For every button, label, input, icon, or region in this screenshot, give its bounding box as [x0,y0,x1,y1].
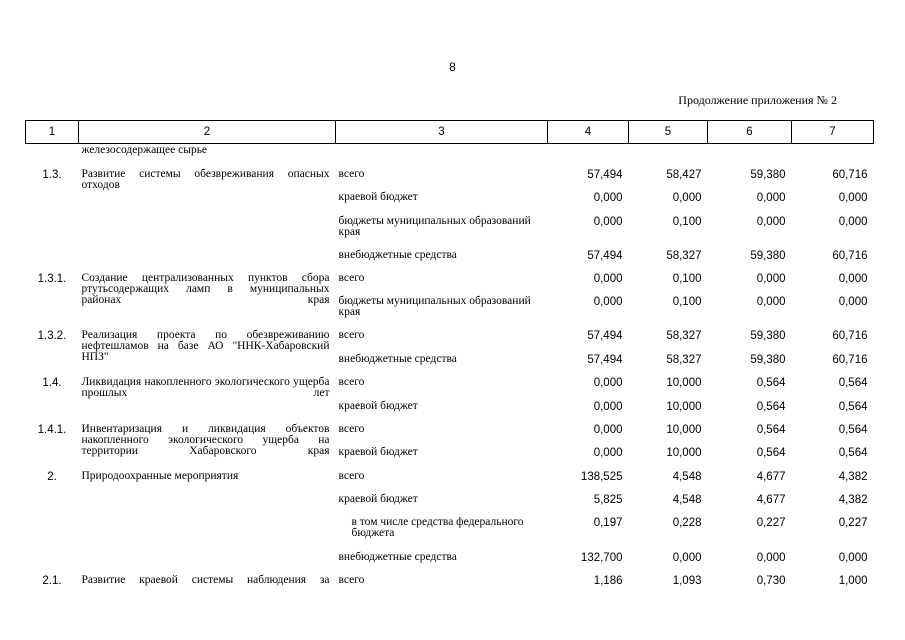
row-name: Создание централизованных пунктов сбора ртутьсодержащих ламп в муниципальных районах края [81,271,330,306]
value-col-7: 4,382 [838,470,868,483]
row-code: 2. [47,470,57,483]
value-col-7: 4,382 [838,493,868,506]
value-col-5: 58,327 [666,353,702,366]
value-col-6: 0,000 [756,295,786,308]
table-row [26,424,874,447]
funding-source: всего [338,422,365,435]
value-col-6: 0,000 [756,551,786,564]
funding-source: бюджеты муниципальных образований края [338,214,531,238]
value-col-7: 0,000 [838,191,868,204]
value-col-4: 0,000 [593,215,623,228]
funding-source: всего [338,375,365,388]
table-row [26,575,874,595]
budget-table [25,120,874,595]
value-col-6: 59,380 [750,249,786,262]
value-col-7: 60,716 [832,168,868,181]
value-col-6: 0,564 [756,376,786,389]
value-col-5: 0,228 [672,516,702,529]
funding-source: всего [338,573,365,586]
value-col-5: 0,100 [672,215,702,228]
value-col-4: 1,186 [593,574,623,587]
row-code: 1.3. [42,168,62,181]
value-col-5: 58,427 [666,168,702,181]
value-col-5: 10,000 [666,376,702,389]
row-name: Развитие краевой системы наблюдения за [81,573,330,586]
funding-source: внебюджетные средства [338,352,457,365]
value-col-7: 60,716 [832,329,868,342]
value-col-4: 0,000 [593,295,623,308]
value-col-6: 0,564 [756,423,786,436]
header-col-3: 3 [336,121,548,144]
value-col-5: 58,327 [666,329,702,342]
row-name: Инвентаризация и ликвидация объектов накопленного экологического ущерба на территории Хабаровского края [81,422,330,457]
row-code: 1.3.2. [37,329,67,342]
row-name: Реализация проекта по обезвреживанию нефтешламов на базе АО "ННК-Хабаровский НПЗ" [81,328,330,363]
header-col-5: 5 [629,121,708,144]
value-col-4: 57,494 [587,329,623,342]
funding-source: краевой бюджет [338,399,418,412]
value-col-6: 0,730 [756,574,786,587]
value-col-5: 1,093 [672,574,702,587]
table-row [26,144,874,162]
row-code: 1.3.1. [37,272,67,285]
value-col-7: 1,000 [838,574,868,587]
value-col-7: 0,000 [838,215,868,228]
funding-source: всего [338,271,365,284]
value-col-5: 0,100 [672,295,702,308]
row-name: Природоохранные мероприятия [81,469,239,482]
value-col-4: 0,000 [593,376,623,389]
value-col-6: 4,677 [756,493,786,506]
value-col-4: 5,825 [593,493,623,506]
value-col-5: 0,100 [672,272,702,285]
value-col-6: 0,000 [756,215,786,228]
value-col-7: 0,564 [838,446,868,459]
value-col-7: 0,564 [838,423,868,436]
value-col-5: 10,000 [666,446,702,459]
table-row [26,273,874,296]
value-col-6: 0,000 [756,272,786,285]
funding-source: краевой бюджет [338,445,418,458]
value-col-6: 59,380 [750,353,786,366]
header-col-6: 6 [708,121,792,144]
funding-source: в том числе средства федерального бюджета [351,515,524,539]
header-col-4: 4 [548,121,629,144]
table-row [26,169,874,192]
table-row [26,471,874,494]
value-col-6: 0,000 [756,191,786,204]
value-col-4: 0,000 [593,272,623,285]
carryover-text: железосодержащее сырье [81,144,208,156]
value-col-7: 0,564 [838,400,868,413]
row-name: Ликвидация накопленного экологического ущерба прошлых лет [81,375,330,399]
value-col-7: 60,716 [832,353,868,366]
value-col-5: 0,000 [672,191,702,204]
value-col-6: 0,564 [756,446,786,459]
value-col-4: 132,700 [580,551,623,564]
value-col-4: 0,000 [593,400,623,413]
funding-source: внебюджетные средства [338,550,457,563]
value-col-4: 57,494 [587,168,623,181]
value-col-7: 60,716 [832,249,868,262]
funding-source: всего [338,469,365,482]
row-code: 2.1. [42,574,62,587]
value-col-6: 0,227 [756,516,786,529]
header-col-1: 1 [26,121,79,144]
page-number: 8 [449,60,456,74]
value-col-7: 0,227 [838,516,868,529]
value-col-4: 0,000 [593,423,623,436]
value-col-5: 10,000 [666,400,702,413]
value-col-5: 10,000 [666,423,702,436]
value-col-4: 0,197 [593,516,623,529]
funding-source: краевой бюджет [338,492,418,505]
value-col-5: 4,548 [672,470,702,483]
value-col-6: 59,380 [750,329,786,342]
value-col-4: 0,000 [593,446,623,459]
value-col-4: 57,494 [587,353,623,366]
value-col-4: 138,525 [580,470,623,483]
value-col-5: 4,548 [672,493,702,506]
funding-source: всего [338,328,365,341]
value-col-4: 57,494 [587,249,623,262]
funding-source: внебюджетные средства [338,248,457,261]
value-col-7: 0,000 [838,272,868,285]
funding-source: бюджеты муниципальных образований края [338,294,531,318]
row-code: 1.4. [42,376,62,389]
value-col-7: 0,564 [838,376,868,389]
row-name: Развитие системы обезвреживания опасных отходов [81,167,330,191]
header-col-7: 7 [792,121,874,144]
value-col-6: 59,380 [750,168,786,181]
table-row [26,330,874,354]
header-col-2: 2 [79,121,336,144]
funding-source: всего [338,167,365,180]
value-col-6: 4,677 [756,470,786,483]
row-code: 1.4.1. [37,423,67,436]
value-col-5: 0,000 [672,551,702,564]
value-col-7: 0,000 [838,295,868,308]
table-header-row [26,121,874,144]
appendix-continuation-note: Продолжение приложения № 2 [678,93,837,107]
value-col-4: 0,000 [593,191,623,204]
value-col-5: 58,327 [666,249,702,262]
value-col-6: 0,564 [756,400,786,413]
funding-source: краевой бюджет [338,190,418,203]
table-row [26,377,874,401]
value-col-7: 0,000 [838,551,868,564]
